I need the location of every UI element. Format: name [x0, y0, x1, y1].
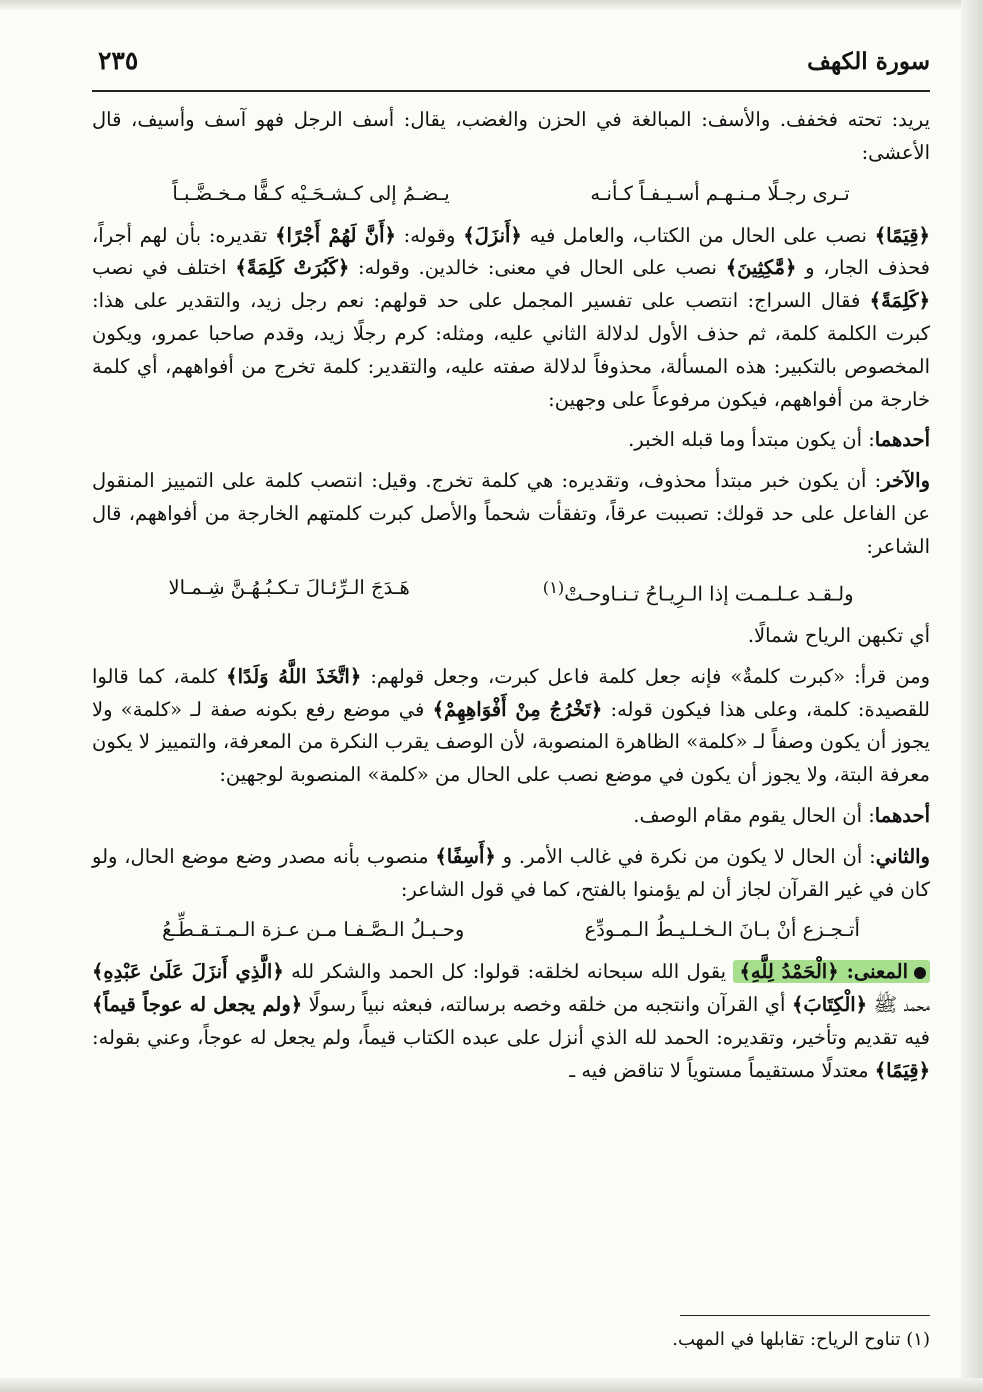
verse-3 — [102, 914, 920, 946]
page-body — [92, 104, 930, 1096]
quran-quote: ﴿اتَّخَذَ اللَّهُ وَلَدًا﴾ — [226, 664, 362, 688]
text-run: نصب على الحال من الكتاب، والعامل فيه — [521, 223, 875, 247]
paragraph-6 — [92, 661, 930, 792]
bold-label: والآخر — [881, 469, 930, 493]
quran-quote: ﴿تَخْرُجُ مِنْ أَفْوَاهِهِمْ﴾ — [432, 697, 603, 721]
footnote-number: (١) — [906, 1329, 930, 1350]
text-run: وقوله: — [395, 223, 464, 247]
quran-quote: ﴿أَسِفًا﴾ — [435, 844, 496, 868]
verse-2 — [102, 572, 920, 611]
text-run: في موضع رفع بكونه صفة لـ «كلمة» ولا يجوز أن يكون وصفاً لـ «كلمة» الظاهرة المنصوبة، لأن الوصف يقرب النكرة من المعرفة، والتمييز لا يكون معرفة البتة، ولا يجوز أن يكون في موضع نصب على الحال من «كلمة» المنصوبة لوجهين: — [92, 697, 930, 787]
text-run: ومن قرأ: «كبرت كلمةٌ» فإنه جعل كلمة فاعل كبرت، وجعل قولهم: — [361, 664, 930, 688]
paragraph-8 — [92, 841, 930, 907]
meaning-highlight — [733, 960, 930, 983]
footnote-marker: (١) — [542, 577, 565, 597]
meaning-label: المعنى: — [838, 960, 909, 984]
text-run: : أن الحال يقوم مقام الوصف. — [633, 804, 875, 828]
scan-bottom-edge — [0, 1378, 983, 1392]
verse-1 — [102, 178, 920, 210]
quran-quote: ﴿كَبُرَتْ كَلِمَةً﴾ — [235, 256, 350, 280]
verse-3-first-hemistich: أتـجـزع أنْ بـانَ الـخـلـيـطُ الـمـودِّع — [584, 918, 860, 942]
verse-3-second-hemistich: وحـبـلُ الـصَّـفـا مـن عـزة الـمـتـقـطِّـعُ — [162, 918, 465, 942]
text-run: تقديره: بأن لهم أجراً، فحذف الجار، و — [92, 223, 930, 280]
page-number: ٢٣٥ — [98, 46, 139, 75]
verse-2-first-text: ولـقـد عـلـمـت إذا الـرِيـاحُ تـنـاوحـتْ — [564, 582, 854, 606]
quran-quote: ﴿أَنَّ لَهُمْ أَجْرًا﴾ — [275, 223, 396, 247]
text-run: أي القرآن وانتجبه من خلقه وخصه برسالته، فبعثه نبياً رسولًا — [302, 993, 792, 1017]
paragraph-meaning — [92, 956, 930, 1087]
verse-1-first-hemistich: تـرى رجـلًا مـنـهـم أسـيـفـاً كـأنـه — [590, 181, 850, 205]
paragraph-1: يريد: تحته فخفف. والأسف: المبالغة في الحزن والغضب، يقال: أسف الرجل فهو آسف وأسيف، قال الأعشى: — [92, 108, 930, 164]
footnote-text: تناوح الرياح: تقابلها في المهب. — [672, 1329, 901, 1350]
scan-top-edge — [0, 0, 983, 10]
paragraph-7 — [92, 800, 930, 833]
text-run: : أن يكون خبر مبتدأ محذوف، وتقديره: هي كلمة تخرج. وقيل: انتصب كلمة على التمييز المنقول عن الفاعل على حد قولك: تصببت عرقاً، وتفقأت شحماً والأصل كبرت كلمتهم الخارجة من أفواههم، قال الشاعر: — [92, 469, 930, 558]
text-run: اختلف في نصب — [92, 256, 236, 280]
verse-1-second-hemistich: يـضـمُ إلى كـشـحَـيْه كـفًّا مـخـضَّـبـاً — [172, 181, 450, 205]
quran-quote: ﴿أَنزَلَ﴾ — [463, 223, 522, 247]
quran-quote: ﴿ولم يجعل له عوجاً قيماً﴾ — [92, 993, 303, 1017]
page-header — [92, 44, 930, 92]
quran-quote: ﴿قِيَمًا﴾ — [874, 223, 930, 247]
quran-quote: ﴿قِيَمًا﴾ — [874, 1058, 930, 1082]
text-run: فيه تقديم وتأخير، وتقديره: الحمد لله الذي أنزل على عبده الكتاب قيماً، ولم يجعل له عوجاً، وعني بقوله: — [92, 1026, 930, 1050]
quran-quote: ﴿الْكِتَابَ﴾ — [791, 993, 868, 1017]
text-run: نصب على الحال في معنى: خالدين. وقوله: — [349, 256, 726, 280]
footnote-rule — [680, 1315, 930, 1316]
header-rule — [92, 90, 930, 92]
scan-right-edge — [961, 0, 983, 1392]
quran-quote: ﴿كَلِمَةً﴾ — [869, 289, 930, 313]
paragraph-2 — [92, 220, 930, 417]
text-run: فقال السراج: انتصب على تفسير المجمل على حد قولهم: نعم رجل زيد، والتقدير على هذا: كبرت الكلمة كلمة، ثم حذف الأول لدلالة الثاني عليه، ومثله: كرم رجلًا زيد، وقدم صاحبا عمرو، ويكون المخصوص بالتكبير: هذه المسألة، محذوفاً لدلالة صفته عليه، والتقدير: كلمة تخرج من أفواههم، أي كلمة خارجة من أفواههم، فيكون مرفوعاً على وجهين: — [92, 289, 930, 411]
text-run: منصوب بأنه مصدر وضع موضع الحال، ولو كان في غير القرآن لجاز أن لم يؤمنوا بالفتح، كما في قول الشاعر: — [92, 844, 930, 901]
surah-title: سورة الكهف — [807, 48, 930, 75]
text-run: معتدلًا مستقيماً مستوياً لا تناقض فيه ـ — [569, 1058, 875, 1082]
bold-label: والثاني — [875, 844, 930, 868]
verse-2-second-hemistich: هَـدَجَ الـرِّئـالَ تـكـبُـهُـنَّ شِـمـالا — [168, 575, 410, 599]
paragraph-3 — [92, 424, 930, 457]
quran-quote: ﴿الْحَمْدُ لِلَّهِ﴾ — [739, 960, 839, 984]
paragraph-4 — [92, 465, 930, 563]
quran-quote: ﴿مَّٰكِثِينَ﴾ — [725, 256, 797, 280]
verse-2-first-hemistich — [543, 572, 854, 611]
text-run: كلمة، كما قالوا للقصيدة: كلمة، وعلى هذا فيكون قوله: — [92, 664, 930, 721]
bullet-dot-icon — [914, 967, 926, 979]
bold-label: أحدهما — [874, 804, 930, 828]
bold-label: أحدهما — [874, 428, 930, 452]
quran-quote: ﴿الَّذِي أَنزَلَ عَلَىٰ عَبْدِهِ﴾ — [92, 960, 284, 984]
text-run: : أن يكون مبتدأ وما قبله الخبر. — [628, 428, 875, 452]
footnote — [92, 1326, 930, 1354]
text-run: محمد ﷺ — [867, 993, 930, 1017]
text-run: : أن الحال لا يكون من نكرة في غالب الأمر. و — [495, 844, 876, 868]
text-run: يقول الله سبحانه لخلقه: قولوا: كل الحمد والشكر لله — [283, 960, 734, 984]
paragraph-5: أي تكبهن الرياح شمالًا. — [747, 624, 930, 648]
